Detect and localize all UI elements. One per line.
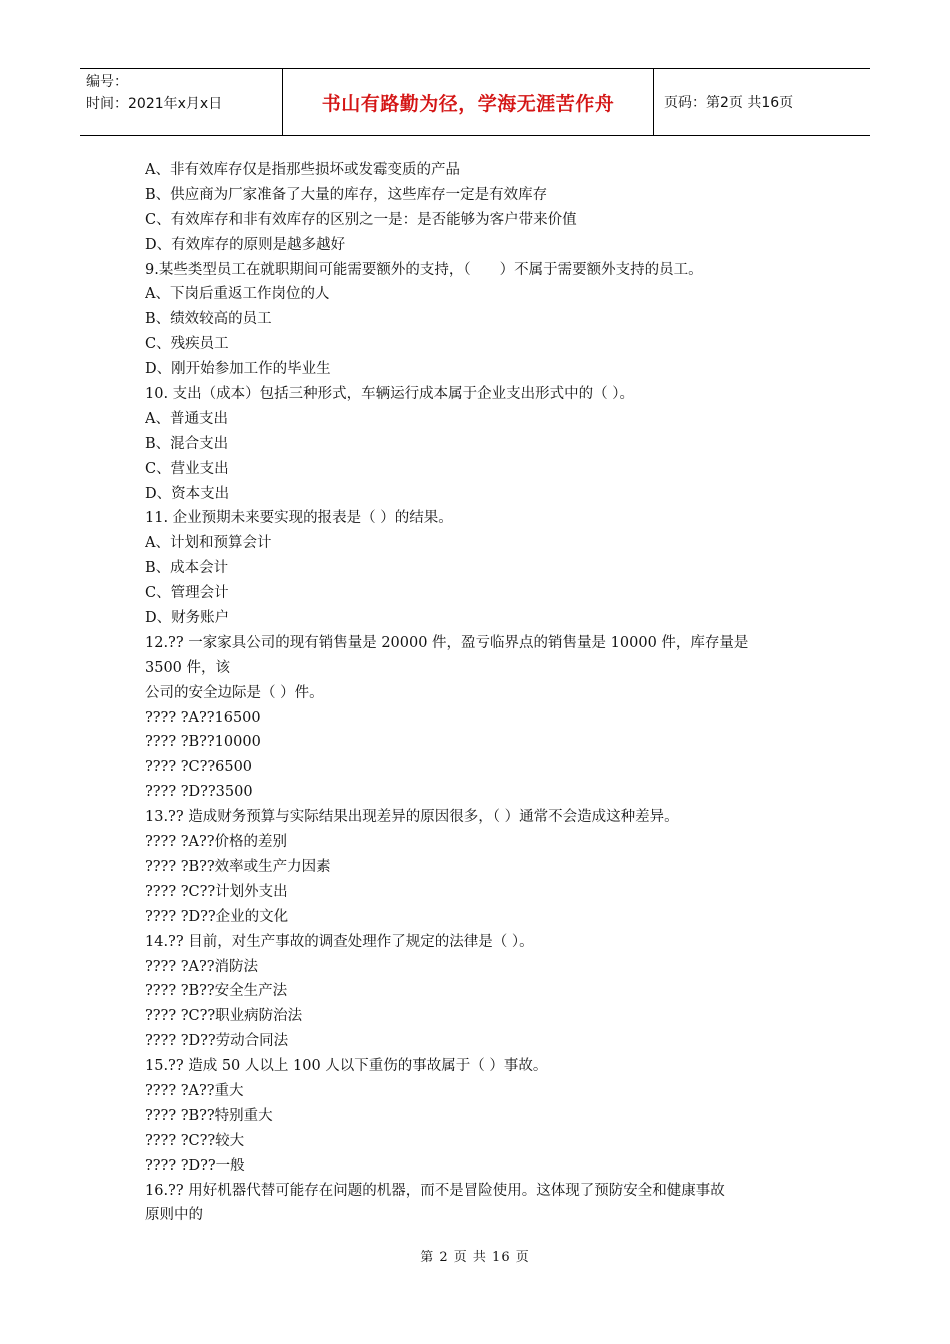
text-line: 11. 企业预期未来要实现的报表是（ ）的结果。 xyxy=(145,510,453,527)
text-line: 12.?? 一家家具公司的现有销售量是 20000 件，盈亏临界点的销售量是 10000 件，库存量是 xyxy=(145,634,749,651)
text-line: A、下岗后重返工作岗位的人 xyxy=(145,286,330,303)
text-line: ???? ?C??职业病防治法 xyxy=(145,1008,303,1025)
text-line: C、有效库存和非有效库存的区别之一是：是否能够为客户带来价值 xyxy=(145,211,577,228)
text-line: D、刚开始参加工作的毕业生 xyxy=(145,361,331,378)
text-line: ???? ?B??效率或生产力因素 xyxy=(145,858,331,875)
text-line: ???? ?C??计划外支出 xyxy=(145,883,288,900)
text-line: B、成本会计 xyxy=(145,560,229,577)
text-line: C、残疾员工 xyxy=(145,336,229,353)
text-line: ???? ?D??企业的文化 xyxy=(145,908,289,925)
text-line: D、有效库存的原则是越多越好 xyxy=(145,236,346,253)
text-line: B、供应商为厂家准备了大量的库存，这些库存一定是有效库存 xyxy=(145,186,548,203)
text-line: 13.?? 造成财务预算与实际结果出现差异的原因很多，（ ）通常不会造成这种差异。 xyxy=(145,809,679,826)
text-line: 14.?? 目前，对生产事故的调查处理作了规定的法律是（ ）。 xyxy=(145,933,534,950)
text-line: C、管理会计 xyxy=(145,585,229,602)
text-line: ???? ?B??特别重大 xyxy=(145,1107,273,1124)
text-line: 10. 支出（成本）包括三种形式，车辆运行成本属于企业支出形式中的（ ）。 xyxy=(145,386,635,403)
text-line: ???? ?D??劳动合同法 xyxy=(145,1033,289,1050)
header-meta xyxy=(80,69,282,135)
text-line: 9.某些类型员工在就职期间可能需要额外的支持，（ ）不属于需要额外支持的员工。 xyxy=(145,261,703,278)
text-line: ???? ?A??重大 xyxy=(145,1082,244,1099)
text-line: ???? ?A??价格的差别 xyxy=(145,834,287,851)
text-line: B、混合支出 xyxy=(145,435,229,452)
text-line: D、财务账户 xyxy=(145,610,230,627)
page-footer: 第 2 页 共 16 页 xyxy=(420,1250,530,1265)
text-line: 15.?? 造成 50 人以上 100 人以下重伤的事故属于（ ）事故。 xyxy=(145,1058,548,1075)
header-page-info: 页码：第2页 共16页 xyxy=(664,95,794,111)
text-line: 原则中的 xyxy=(145,1207,203,1224)
text-line: ???? ?C??较大 xyxy=(145,1132,245,1149)
text-line: ???? ?D??3500 xyxy=(145,784,253,801)
text-line: A、非有效库存仅是指那些损坏或发霉变质的产品 xyxy=(145,162,460,178)
text-line: ???? ?D??一般 xyxy=(145,1157,245,1174)
text-line: D、资本支出 xyxy=(145,485,230,502)
text-line: B、绩效较高的员工 xyxy=(145,311,272,328)
text-line: ???? ?B??安全生产法 xyxy=(145,983,288,1000)
text-line: C、营业支出 xyxy=(145,460,229,477)
text-line: ???? ?A??消防法 xyxy=(145,958,258,975)
text-line: A、计划和预算会计 xyxy=(145,535,272,552)
text-line: ???? ?C??6500 xyxy=(145,759,253,776)
text-line: A、普通支出 xyxy=(145,410,228,427)
text-line: ???? ?B??10000 xyxy=(145,734,261,751)
text-line: 3500 件，该 xyxy=(145,659,231,676)
document-number-label: 编号： xyxy=(86,74,128,90)
document-body xyxy=(145,158,825,1228)
text-line: 16.?? 用好机器代替可能存在问题的机器，而不是冒险使用。这体现了预防安全和健康事故 xyxy=(145,1182,725,1199)
document-time-label: 时间：2021年x月x日 xyxy=(86,96,223,112)
page-header xyxy=(80,68,870,136)
header-motto: 书山有路勤为径，学海无涯苦作舟 xyxy=(282,69,654,135)
text-line: ???? ?A??16500 xyxy=(145,709,261,726)
text-line: 公司的安全边际是（ ）件。 xyxy=(145,684,324,701)
